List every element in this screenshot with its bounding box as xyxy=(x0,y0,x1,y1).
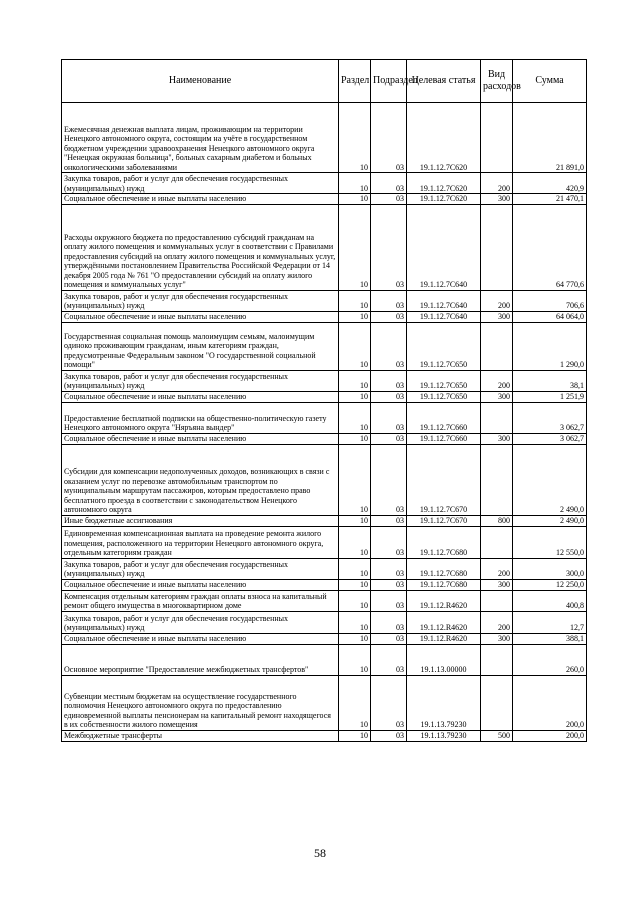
row-target: 19.1.12.R4620 xyxy=(407,611,481,633)
row-name: Закупка товаров, работ и услуг для обеспечения государственных (муниципальных) нужд xyxy=(62,290,339,311)
row-target: 19.1.12.7С650 xyxy=(407,391,481,402)
row-amount: 21 891,0 xyxy=(513,103,587,173)
row-subsection: 03 xyxy=(371,204,407,290)
row-kind xyxy=(481,402,513,433)
row-name: Субсидии для компенсации недополученных доходов, возникающих в связи с оказанием услуг по перевозке автомобильным транспортом по муниципальным маршрутам пассажиров, которым предоставлено право бесплатного проезда в соответствии с законодательством Ненецкого автономного округа xyxy=(62,444,339,515)
row-kind xyxy=(481,204,513,290)
row-name: Социальное обеспечение и иные выплаты населению xyxy=(62,433,339,444)
header-subsection: Подраздел xyxy=(371,60,407,103)
row-kind: 200 xyxy=(481,370,513,391)
row-amount: 200,0 xyxy=(513,675,587,730)
table-row xyxy=(62,433,587,444)
row-amount: 1 251,9 xyxy=(513,391,587,402)
row-subsection: 03 xyxy=(371,370,407,391)
row-amount: 38,1 xyxy=(513,370,587,391)
row-name: Закупка товаров, работ и услуг для обеспечения государственных (муниципальных) нужд xyxy=(62,370,339,391)
row-kind: 200 xyxy=(481,611,513,633)
row-name: Ежемесячная денежная выплата лицам, проживающим на территории Ненецкого автономного округа, состоящим на учёте в государственном бюджетном учреждении здравоохранения Ненецкого автономного округа "Ненецкая окружная больница", больных сахарным диабетом и больных онкологическими заболеваниями xyxy=(62,103,339,173)
header-target: Целевая статья xyxy=(407,60,481,103)
row-amount: 706,6 xyxy=(513,290,587,311)
row-section: 10 xyxy=(339,558,371,579)
row-name: Компенсация отдельным категориям граждан оплаты взноса на капитальный ремонт общего имущества в многоквартирном доме xyxy=(62,590,339,611)
row-section: 10 xyxy=(339,644,371,675)
budget-table xyxy=(61,59,587,742)
row-target: 19.1.13.79230 xyxy=(407,730,481,741)
row-subsection: 03 xyxy=(371,558,407,579)
row-target: 19.1.12.7С640 xyxy=(407,290,481,311)
row-target: 19.1.12.7С650 xyxy=(407,370,481,391)
header-section: Раздел xyxy=(339,60,371,103)
row-section: 10 xyxy=(339,290,371,311)
row-name: Закупка товаров, работ и услуг для обеспечения государственных (муниципальных) нужд xyxy=(62,173,339,194)
table-row xyxy=(62,515,587,526)
header-kind: Вид расходов xyxy=(481,60,513,103)
row-subsection: 03 xyxy=(371,290,407,311)
row-section: 10 xyxy=(339,579,371,590)
row-subsection: 03 xyxy=(371,444,407,515)
row-name: Единовременная компенсационная выплата на проведение ремонта жилого помещения, расположенного на территории Ненецкого автономного округа, отдельным категориям граждан xyxy=(62,526,339,558)
table-header-row xyxy=(62,60,587,103)
row-name: Социальное обеспечение и иные выплаты населению xyxy=(62,311,339,322)
row-name: Социальное обеспечение и иные выплаты населению xyxy=(62,194,339,205)
row-name: Субвенции местным бюджетам на осуществление государственного полномочия Ненецкого автономного округа по предоставлению единовременной выплаты пенсионерам на капитальный ремонт находящегося в их собственности жилого помещения xyxy=(62,675,339,730)
row-section: 10 xyxy=(339,590,371,611)
table-row xyxy=(62,633,587,644)
row-kind: 300 xyxy=(481,579,513,590)
row-kind: 300 xyxy=(481,391,513,402)
row-subsection: 03 xyxy=(371,579,407,590)
row-name: Закупка товаров, работ и услуг для обеспечения государственных (муниципальных) нужд xyxy=(62,611,339,633)
row-target: 19.1.13.79230 xyxy=(407,675,481,730)
row-section: 10 xyxy=(339,311,371,322)
row-name: Иные бюджетные ассигнования xyxy=(62,515,339,526)
row-subsection: 03 xyxy=(371,633,407,644)
row-subsection: 03 xyxy=(371,402,407,433)
row-subsection: 03 xyxy=(371,515,407,526)
row-amount: 260,0 xyxy=(513,644,587,675)
row-target: 19.1.12.7С670 xyxy=(407,444,481,515)
row-section: 10 xyxy=(339,204,371,290)
table-row xyxy=(62,103,587,173)
row-amount: 64 770,6 xyxy=(513,204,587,290)
row-kind: 200 xyxy=(481,558,513,579)
row-kind xyxy=(481,103,513,173)
table-row xyxy=(62,558,587,579)
row-kind: 200 xyxy=(481,173,513,194)
row-subsection: 03 xyxy=(371,644,407,675)
row-amount: 300,0 xyxy=(513,558,587,579)
row-target: 19.1.12.7С640 xyxy=(407,204,481,290)
row-kind xyxy=(481,590,513,611)
row-name: Социальное обеспечение и иные выплаты населению xyxy=(62,391,339,402)
row-section: 10 xyxy=(339,370,371,391)
row-target: 19.1.12.7С620 xyxy=(407,103,481,173)
row-subsection: 03 xyxy=(371,675,407,730)
row-section: 10 xyxy=(339,675,371,730)
row-name: Закупка товаров, работ и услуг для обеспечения государственных (муниципальных) нужд xyxy=(62,558,339,579)
row-amount: 388,1 xyxy=(513,633,587,644)
table-row xyxy=(62,290,587,311)
row-section: 10 xyxy=(339,194,371,205)
row-kind: 300 xyxy=(481,633,513,644)
header-amount: Сумма xyxy=(513,60,587,103)
row-section: 10 xyxy=(339,173,371,194)
row-name: Предоставление бесплатной подписки на общественно-политическую газету Ненецкого автономного округа "Няръяна вындер" xyxy=(62,402,339,433)
row-subsection: 03 xyxy=(371,730,407,741)
row-target: 19.1.12.7С660 xyxy=(407,402,481,433)
row-target: 19.1.12.7С680 xyxy=(407,558,481,579)
table-row xyxy=(62,730,587,741)
row-section: 10 xyxy=(339,103,371,173)
row-kind: 800 xyxy=(481,515,513,526)
row-section: 10 xyxy=(339,526,371,558)
row-amount: 200,0 xyxy=(513,730,587,741)
row-name: Межбюджетные трансферты xyxy=(62,730,339,741)
row-section: 10 xyxy=(339,402,371,433)
table-row xyxy=(62,579,587,590)
row-section: 10 xyxy=(339,730,371,741)
table-row xyxy=(62,204,587,290)
row-name: Расходы окружного бюджета по предоставлению субсидий гражданам на оплату жилого помещения и коммунальных услуг в соответствии с Правилами предоставления субсидий на оплату жилого помещения и коммунальных услуг, утверждёнными постановлением Правительства Российской Федерации от 14 декабря 2005 года № 761 "О предоставлении субсидий на оплату жилого помещения и коммунальных услуг" xyxy=(62,204,339,290)
row-section: 10 xyxy=(339,515,371,526)
row-amount: 400,8 xyxy=(513,590,587,611)
row-target: 19.1.12.7С640 xyxy=(407,311,481,322)
row-section: 10 xyxy=(339,322,371,370)
table-row xyxy=(62,322,587,370)
header-name: Наименование xyxy=(62,60,339,103)
row-kind xyxy=(481,444,513,515)
row-amount: 12 250,0 xyxy=(513,579,587,590)
page-number: 58 xyxy=(314,846,326,860)
table-row xyxy=(62,402,587,433)
row-subsection: 03 xyxy=(371,194,407,205)
row-name: Государственная социальная помощь малоимущим семьям, малоимущим одиноко проживающим гражданам, иным категориям граждан, предусмотренные Федеральным законом "О государственной социальной помощи" xyxy=(62,322,339,370)
row-target: 19.1.12.7С680 xyxy=(407,526,481,558)
row-target: 19.1.12.7С620 xyxy=(407,194,481,205)
row-name: Социальное обеспечение и иные выплаты населению xyxy=(62,579,339,590)
table-row xyxy=(62,311,587,322)
row-name: Социальное обеспечение и иные выплаты населению xyxy=(62,633,339,644)
row-target: 19.1.12.R4620 xyxy=(407,590,481,611)
row-target: 19.1.12.R4620 xyxy=(407,633,481,644)
table-row xyxy=(62,644,587,675)
row-subsection: 03 xyxy=(371,433,407,444)
table-row xyxy=(62,590,587,611)
row-section: 10 xyxy=(339,444,371,515)
row-section: 10 xyxy=(339,391,371,402)
table-row xyxy=(62,173,587,194)
row-kind xyxy=(481,675,513,730)
table-row xyxy=(62,526,587,558)
row-subsection: 03 xyxy=(371,391,407,402)
row-kind: 300 xyxy=(481,194,513,205)
row-subsection: 03 xyxy=(371,611,407,633)
row-target: 19.1.12.7С670 xyxy=(407,515,481,526)
table-row xyxy=(62,391,587,402)
row-section: 10 xyxy=(339,433,371,444)
table-row xyxy=(62,194,587,205)
row-subsection: 03 xyxy=(371,526,407,558)
table-row xyxy=(62,675,587,730)
row-kind: 200 xyxy=(481,290,513,311)
row-amount: 12,7 xyxy=(513,611,587,633)
row-target: 19.1.12.7С660 xyxy=(407,433,481,444)
row-amount: 2 490,0 xyxy=(513,515,587,526)
row-subsection: 03 xyxy=(371,311,407,322)
row-amount: 12 550,0 xyxy=(513,526,587,558)
row-kind xyxy=(481,322,513,370)
row-section: 10 xyxy=(339,633,371,644)
row-kind: 300 xyxy=(481,433,513,444)
row-kind xyxy=(481,526,513,558)
table-body xyxy=(62,103,587,742)
row-target: 19.1.12.7С620 xyxy=(407,173,481,194)
row-kind: 500 xyxy=(481,730,513,741)
row-name: Основное мероприятие "Предоставление межбюджетных трансфертов" xyxy=(62,644,339,675)
row-amount: 21 470,1 xyxy=(513,194,587,205)
row-kind xyxy=(481,644,513,675)
row-amount: 420,9 xyxy=(513,173,587,194)
row-subsection: 03 xyxy=(371,590,407,611)
row-kind: 300 xyxy=(481,311,513,322)
row-target: 19.1.13.00000 xyxy=(407,644,481,675)
row-amount: 64 064,0 xyxy=(513,311,587,322)
row-amount: 3 062,7 xyxy=(513,402,587,433)
row-amount: 3 062,7 xyxy=(513,433,587,444)
table-row xyxy=(62,611,587,633)
row-subsection: 03 xyxy=(371,173,407,194)
row-subsection: 03 xyxy=(371,322,407,370)
row-subsection: 03 xyxy=(371,103,407,173)
table-row xyxy=(62,444,587,515)
row-amount: 1 290,0 xyxy=(513,322,587,370)
row-target: 19.1.12.7С650 xyxy=(407,322,481,370)
table-row xyxy=(62,370,587,391)
row-section: 10 xyxy=(339,611,371,633)
row-target: 19.1.12.7С680 xyxy=(407,579,481,590)
row-amount: 2 490,0 xyxy=(513,444,587,515)
